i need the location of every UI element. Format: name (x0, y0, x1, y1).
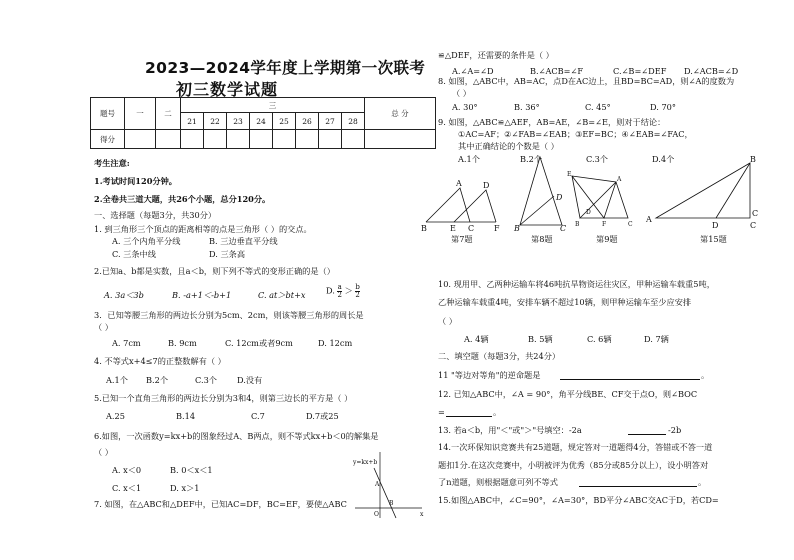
q2-d-label: D. (326, 285, 335, 296)
q3-option-b: B. 9cm (168, 338, 197, 348)
q12-answer-blank[interactable] (446, 416, 492, 417)
q7-option-d: D.∠ACB=∠D (684, 66, 739, 76)
q14-period: 。 (698, 477, 707, 487)
figure-7 (420, 178, 505, 234)
label-f: F (494, 224, 500, 233)
question-1: 1. 到三角形三个顶点的距离相等的点是三角形（ ）的交点。 (94, 224, 312, 234)
question-13-end: -2b (668, 425, 682, 435)
q3-option-d: D. 12cm (318, 338, 353, 348)
question-10-blank: （ ） (438, 316, 457, 326)
q13-answer-blank[interactable] (628, 434, 666, 435)
label-b: B (421, 224, 427, 233)
question-12: 12. 已知△ABC中，∠A = 90°，角平分线BE、CF交于点O，则∠BOC (438, 389, 698, 399)
question-5: 5.已知一个直角三角形的两边长分别为3和4，则第三边长的平方是（ ） (94, 393, 353, 403)
q2-option-a: A. 3a＜3b (104, 290, 144, 300)
point-b-label: B (389, 500, 394, 507)
q5-option-b: B.14 (176, 411, 196, 421)
sub-number: 28 (342, 113, 365, 130)
question-13: 13. 若a＜b，用"＜"或"＞"号填空：-2a (438, 425, 582, 435)
question-7-cont: ≌△DEF，还需要的条件是（ ） (438, 50, 554, 60)
q5-option-d: D.7或25 (306, 411, 339, 421)
q7-option-c: C.∠B=∠DEF (613, 66, 667, 76)
q6-option-b: B. 0＜x＜1 (170, 465, 213, 475)
label-e: E (567, 171, 572, 178)
label-a: A (456, 179, 462, 188)
question-6-blank: （ ） (94, 447, 113, 457)
q8-option-c: C. 45° (585, 102, 611, 112)
q1-option-b: B. 三边垂直平分线 (209, 236, 278, 246)
q8-option-d: D. 70° (650, 102, 676, 112)
label-f: F (602, 221, 607, 228)
score-cell[interactable] (273, 130, 296, 149)
q6-option-a: A. x＜0 (112, 465, 142, 475)
section-fill-heading: 二、填空题（每题3分，共24分） (438, 351, 561, 361)
label-a: A (617, 176, 622, 183)
q4-option-c: C.3个 (195, 375, 217, 385)
figure-15-caption: 第15题 (700, 234, 727, 244)
label-b: B (514, 224, 520, 233)
row-label-question: 题号 (91, 98, 125, 130)
score-cell[interactable] (250, 130, 273, 149)
triangle-def (454, 190, 496, 222)
q2-option-d (326, 284, 360, 299)
figure-7-caption: 第7题 (451, 234, 473, 244)
q4-option-a: A.1个 (106, 375, 128, 385)
question-9-ask: 其中正确结论的个数是（ ） (458, 141, 559, 151)
q1-option-a: A. 三个内角平分线 (112, 236, 181, 246)
figure-8 (512, 152, 567, 233)
q2-d-frac-den: 2 (337, 291, 342, 299)
q9-option-b: B.2个 (520, 154, 543, 164)
q10-option-d: D. 7辆 (644, 334, 669, 344)
exam-title: 2023—2024学年度上学期第一次联考 (145, 59, 426, 77)
q2-d-op: ＞ (344, 285, 353, 296)
exam-subtitle: 初三数学试题 (176, 80, 279, 99)
col-part-1: 一 (125, 98, 156, 130)
q6-option-d: D. x＞1 (170, 483, 200, 493)
q2-d-frac-num-b: b (355, 283, 360, 291)
col-part-3: 三 (181, 98, 365, 113)
q2-option-c: C. at＞bt+x (258, 290, 306, 300)
question-3-blank: （ ） (94, 322, 113, 332)
question-7: 7. 如图，在△ABC和△DEF中，已知AC=DF，BC=EF，要使△ABC (94, 499, 347, 509)
score-cell[interactable] (204, 130, 227, 149)
q7-option-b: B.∠ACB=∠F (530, 66, 584, 76)
question-8-blank: （ ） (452, 88, 471, 98)
label-c: C (628, 221, 633, 228)
question-11: 11 "等边对等角"的逆命题是 (438, 370, 541, 380)
triangle-abc (426, 188, 470, 222)
label-a: A (646, 215, 652, 224)
score-cell[interactable] (342, 130, 365, 149)
q6-option-c: C. x＜1 (112, 483, 142, 493)
segment-bd (716, 163, 750, 218)
q12-period: 。 (493, 407, 502, 417)
label-c-bottom: C (750, 221, 757, 230)
question-12-cont: = (438, 407, 445, 417)
q3-option-c: C. 12cm或者9cm (225, 338, 293, 348)
question-15: 15.如图△ABC中，∠C=90°，∠A=30°，BD平分∠ABC交AC于D，若CD= (438, 495, 719, 505)
sub-number: 26 (296, 113, 319, 130)
q10-option-b: B. 5辆 (528, 334, 553, 344)
question-4: 4. 不等式x+4≤7的正整数解有（ ） (94, 356, 226, 366)
figure-9-caption: 第9题 (596, 234, 618, 244)
row-label-score: 得分 (91, 130, 125, 149)
note-2: 2.全卷共三道大题，共26个小题，总分120分。 (94, 194, 271, 204)
label-b: B (575, 221, 580, 228)
label-c: C (752, 209, 759, 218)
label-c: C (468, 224, 475, 233)
q11-answer-blank[interactable] (560, 379, 700, 380)
sub-number: 27 (319, 113, 342, 130)
x-axis-label: x (420, 511, 424, 518)
q11-period: 。 (701, 370, 710, 380)
question-8: 8. 如图，△ABC中，AB=AC，点D在AC边上，且BD=BC=AD，则∠A的度数为 (438, 76, 735, 86)
col-part-2: 二 (156, 98, 181, 130)
q3-option-a: A. 7cm (112, 338, 141, 348)
sub-number: 24 (250, 113, 273, 130)
q1-option-d: D. 三条高 (209, 249, 246, 259)
q5-option-a: A.25 (106, 411, 125, 421)
q4-option-b: B.2个 (146, 375, 169, 385)
question-9-statements: ①AC=AF；②∠FAB=∠EAB；③EF=BC；④∠EAB=∠FAC， (458, 129, 693, 139)
label-d: D (483, 181, 490, 190)
sub-number: 25 (273, 113, 296, 130)
sub-number: 22 (204, 113, 227, 130)
label-d: D (586, 209, 591, 216)
notes-heading: 考生注意: (94, 158, 130, 168)
score-table (90, 97, 436, 149)
q9-option-c: C.3个 (586, 154, 608, 164)
q10-option-c: C. 6辆 (587, 334, 612, 344)
q1-option-c: C. 三条中线 (112, 249, 156, 259)
q2-d-frac-num-a: a (337, 283, 342, 291)
score-cell[interactable] (227, 130, 250, 149)
question-6: 6.如图，一次函数y=kx+b的图象经过A、B两点，则不等式kx+b＜0的解集是 (94, 431, 379, 441)
col-total: 总 分 (365, 98, 436, 130)
q6-graph (350, 450, 425, 520)
score-cell[interactable] (296, 130, 319, 149)
q9-option-a: A.1个 (458, 154, 480, 164)
q4-option-d: D.没有 (237, 375, 263, 385)
question-14: 14.一次环保知识竞赛共有25道题，规定答对一道题得4分，答错或不答一道 (438, 442, 713, 452)
sub-number: 23 (227, 113, 250, 130)
label-d: D (556, 193, 563, 202)
question-9: 9. 如图，△ABC≌△AEF，AB=AE，∠B=∠E，则对于结论： (438, 117, 666, 127)
q10-option-a: A. 4辆 (464, 334, 489, 344)
triangle-abc (520, 157, 562, 225)
label-b: B (750, 155, 756, 164)
score-cell[interactable] (319, 130, 342, 149)
triangle-abc (656, 163, 750, 218)
q8-option-a: A. 30° (452, 102, 478, 112)
figure-15 (646, 155, 760, 230)
segment-eb (572, 176, 580, 218)
question-3: 3．已知等腰三角形的两边长分别为5cm、2cm，则该等腰三角形的周长是 (94, 310, 364, 320)
q7-option-a: A.∠A=∠D (452, 66, 494, 76)
q5-option-c: C.7 (251, 411, 265, 421)
origin-label: O (374, 511, 379, 518)
label-d: D (712, 221, 719, 230)
q2-d-frac-den-2: 2 (355, 291, 360, 299)
question-10: 10. 现用甲、乙两种运输车将46吨抗旱物资运往灾区，甲种运输车载重5吨， (438, 279, 715, 289)
segment-bd (520, 196, 554, 225)
graph-label: y=kx+b (353, 459, 378, 466)
section-choice-heading: 一、选择题（每题3分，共30分） (94, 210, 217, 220)
q8-option-b: B. 36° (514, 102, 540, 112)
question-2: 2.已知a、b都是实数，且a＜b，则下列不等式的变形正确的是（） (94, 266, 335, 276)
label-c: C (560, 224, 567, 233)
question-14-line2: 题扣1分.在这次竞赛中，小明被评为优秀（85分或85分以上），设小明答对 (438, 460, 709, 470)
question-14-line3: 了n道题，则根据题意可列不等式 (438, 477, 558, 487)
score-cell[interactable] (125, 130, 156, 149)
score-cell[interactable] (181, 130, 204, 149)
score-cell[interactable] (156, 130, 181, 149)
label-e: E (450, 224, 456, 233)
sub-number: 21 (181, 113, 204, 130)
figure-8-caption: 第8题 (531, 234, 553, 244)
score-cell[interactable] (365, 130, 436, 149)
note-1: 1.考试时间120分钟。 (94, 176, 177, 186)
q14-answer-blank[interactable] (579, 486, 697, 487)
question-10-line2: 乙种运输车载重4吨，安排车辆不超过10辆，则甲种运输车至少应安排 (438, 297, 692, 307)
q2-option-b: B. -a+1＜-b+1 (172, 290, 232, 300)
figure-9 (566, 168, 636, 228)
point-a-label: A (375, 481, 380, 488)
q9-option-d: D.4个 (652, 154, 675, 164)
